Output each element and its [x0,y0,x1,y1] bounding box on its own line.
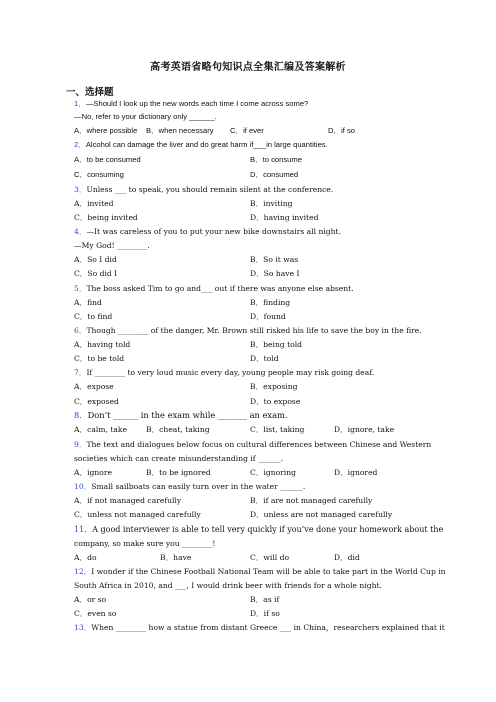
option-c: C．consuming [74,170,124,179]
question-10 [74,481,305,492]
option-c: C．being invited [74,213,138,222]
option-b: B．to consume [250,155,302,164]
option-d: D．to expose [250,397,301,406]
question-5 [74,283,354,294]
question-13 [74,622,445,633]
question-text: Alcohol can damage the liver and do great harm if___in large quantities. [85,140,328,149]
question-1 [74,98,308,109]
question-number: 5． [74,284,87,293]
option-d: D．did [334,553,360,562]
option-b: B．as if [250,595,280,604]
question-number: 1． [74,99,86,108]
question-text: Small sailboats can easily turn over in the water ______. [91,482,306,491]
option-c: C．unless not managed carefully [74,510,201,519]
option-a: A．having told [74,340,131,349]
option-b: B．cheat, taking [146,425,210,434]
option-a: A．find [74,298,102,307]
question-number: 9． [74,440,87,449]
option-c: C．even so [74,609,117,618]
option-b: B．when necessary [146,126,214,135]
question-9 [74,439,431,450]
question-number: 8． [74,410,88,420]
option-d: D．found [250,312,286,321]
option-a: A．do [74,553,97,562]
question-text: A good interviewer is able to tell very quickly if you’ve done your homework about the [92,525,444,534]
option-c: C．list, taking [250,425,305,434]
question-number: 11． [74,525,93,534]
question-text: The boss asked Tim to go and___ out if there was anyone else absent. [86,284,354,293]
option-c: C．to be told [74,354,125,363]
question-text: —It was careless of you to put your new bike downstairs all night. [86,227,341,236]
question-4 [74,226,341,237]
question-1-line2: —No, refer to your dictionary only ______. [74,112,217,121]
option-c: C．exposed [74,397,119,406]
option-d: D．unless are not managed carefully [250,510,393,519]
option-a: A．expose [74,382,114,391]
option-b: B．finding [250,298,291,307]
option-a: A．where possible [74,126,138,135]
option-c: C．So did I [74,269,118,278]
option-b: B．if are not managed carefully [250,496,373,505]
question-12-line2: South Africa in 2010, and ___, I would drink beer with friends for a whole night. [74,581,382,590]
option-b: B．exposing [250,382,298,391]
option-b: B．So it was [250,255,299,264]
section-heading: 一、选择题 [66,87,114,98]
question-text: The text and dialogues below focus on cultural differences between Chinese and Western [86,440,432,449]
option-a: A．ignore [74,468,112,477]
question-6 [74,325,422,336]
question-4-line2: —My God! ________. [74,241,150,250]
option-d: D．if so [328,126,356,135]
question-number: 12． [74,567,92,576]
option-b: B．inviting [250,199,293,208]
question-number: 7． [74,368,87,377]
question-text: Don’t ______ in the exam while _______ an exam. [87,410,288,420]
question-text: Unless ___ to speak, you should remain silent at the conference. [86,185,334,194]
question-12 [74,566,446,577]
option-b: B．have [160,553,192,562]
question-number: 6． [74,326,87,335]
option-d: D．consumed [250,170,299,179]
option-d: D．ignored [334,468,378,477]
option-a: A．or so [74,595,107,604]
option-d: D．ignore, take [334,425,395,434]
option-d: D．told [250,354,279,363]
question-8 [74,410,288,421]
question-text: If ________ to very loud music every day, young people may risk going deaf. [86,368,375,377]
question-9-line2: societies which can create misunderstanding if ______. [74,454,284,463]
question-3 [74,184,333,195]
question-text: Though ________ of the danger, Mr. Brown still risked his life to save the boy in the fire. [86,326,422,335]
option-d: D．if so [250,609,280,618]
question-text: When ________ how a statue from distant Greece ___ in China，researchers explained that it [91,623,445,632]
option-a: A．if not managed carefully [74,496,182,505]
option-c: C．to find [74,312,113,321]
question-number: 10． [74,482,92,491]
option-c: C．ignoring [250,468,296,477]
option-b: B．to be ignored [146,468,211,477]
question-11 [74,524,443,535]
question-number: 2． [74,140,86,149]
option-d: D．having invited [250,213,319,222]
question-number: 13． [74,623,92,632]
option-a: A．to be consumed [74,155,141,164]
question-text: I wonder if the Chinese Football National Team will be able to take part in the World Cup in [91,567,446,576]
question-2 [74,139,328,150]
question-number: 4． [74,227,87,236]
option-a: A．So I did [74,255,117,264]
question-text: —Should I look up the new words each time I come across some? [85,99,309,108]
question-11-line2: company, so make sure you ________! [74,539,216,548]
option-c: C．if ever [230,126,264,135]
option-c: C．will do [250,553,290,562]
option-d: D．So have I [250,269,300,278]
option-a: A．calm, take [74,425,127,434]
option-b: B．being told [250,340,303,349]
question-number: 3． [74,185,87,194]
option-a: A．invited [74,199,114,208]
question-7 [74,367,374,378]
page-title: 高考英语省略句知识点全集汇编及答案解析 [150,62,346,73]
